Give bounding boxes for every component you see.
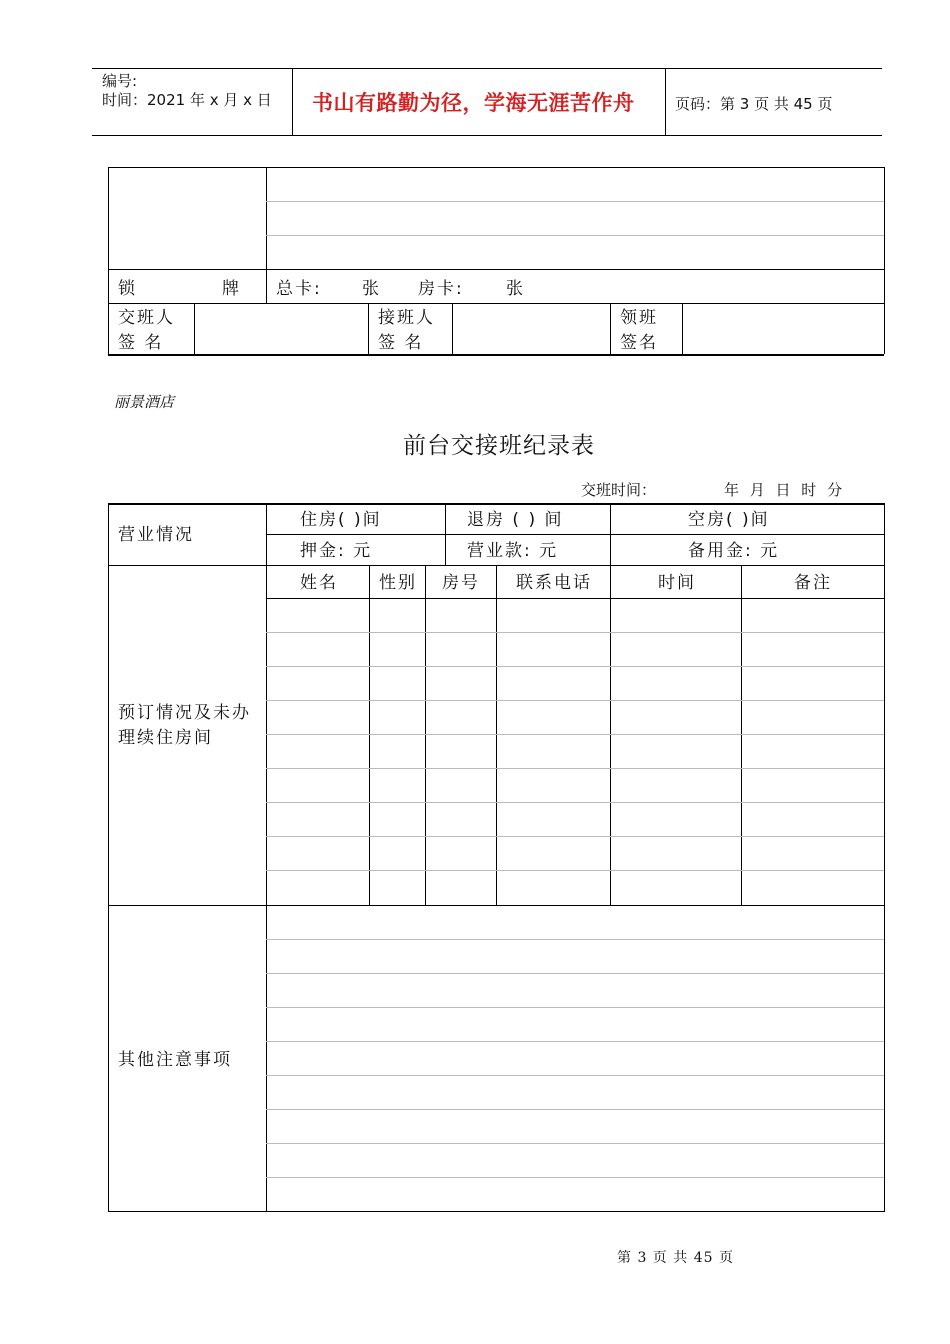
deposit-field: 押金: 元: [300, 541, 373, 561]
receiver-sign-label-2: 签 名: [378, 333, 424, 353]
master-card-unit: 张: [362, 279, 379, 299]
col-header-phone: 联系电话: [516, 573, 592, 593]
handover-sign-label-2: 签 名: [118, 333, 164, 353]
header-bottom-rule: [92, 135, 882, 136]
hotel-name: 丽景酒店: [114, 393, 175, 411]
lock-label: 锁: [118, 279, 135, 299]
header-time-label: 时间：2021 年 x 月 x 日: [102, 91, 272, 109]
reservation-label-2: 理续住房间: [118, 728, 213, 748]
occupied-rooms-field: 住房( )间: [300, 510, 382, 530]
revenue-field: 营业款: 元: [467, 541, 559, 561]
vacant-rooms-field: 空房( )间: [688, 510, 770, 530]
handover-sign-label: 交班人: [118, 308, 175, 328]
header-top-rule: [92, 68, 882, 69]
receiver-sign-label: 接班人: [378, 308, 435, 328]
col-header-name: 姓名: [300, 573, 338, 593]
leader-sign-label: 领班: [620, 308, 658, 328]
shift-date-parts: 年 月 日 时 分: [724, 481, 843, 499]
master-card-label: 总卡:: [276, 279, 322, 299]
header-number-label: 编号:: [102, 72, 138, 90]
petty-cash-field: 备用金: 元: [688, 541, 780, 561]
business-label: 营业情况: [118, 525, 194, 545]
header-divider-left: [292, 68, 293, 135]
header-page-label: 页码：第 3 页 共 45 页: [675, 95, 833, 113]
header-divider-right: [665, 68, 666, 135]
shift-time-label: 交班时间：: [581, 481, 657, 499]
other-notes-label: 其他注意事项: [118, 1050, 232, 1070]
checkout-rooms-field: 退房 ( ) 间: [467, 510, 564, 530]
room-card-label: 房卡:: [418, 279, 464, 299]
plate-label: 牌: [222, 279, 239, 299]
leader-sign-label-2: 签名: [620, 333, 658, 353]
room-card-unit: 张: [506, 279, 523, 299]
reservation-label: 预订情况及未办: [118, 703, 251, 723]
col-header-time: 时间: [658, 573, 696, 593]
col-header-gender: 性别: [379, 573, 417, 593]
footer-page-number: 第 3 页 共 45 页: [617, 1250, 734, 1266]
col-header-remarks: 备注: [794, 573, 832, 593]
form-title: 前台交接班纪录表: [403, 433, 595, 459]
col-header-room: 房号: [442, 573, 480, 593]
header-motto: 书山有路勤为径，学海无涯苦作舟: [312, 91, 635, 115]
